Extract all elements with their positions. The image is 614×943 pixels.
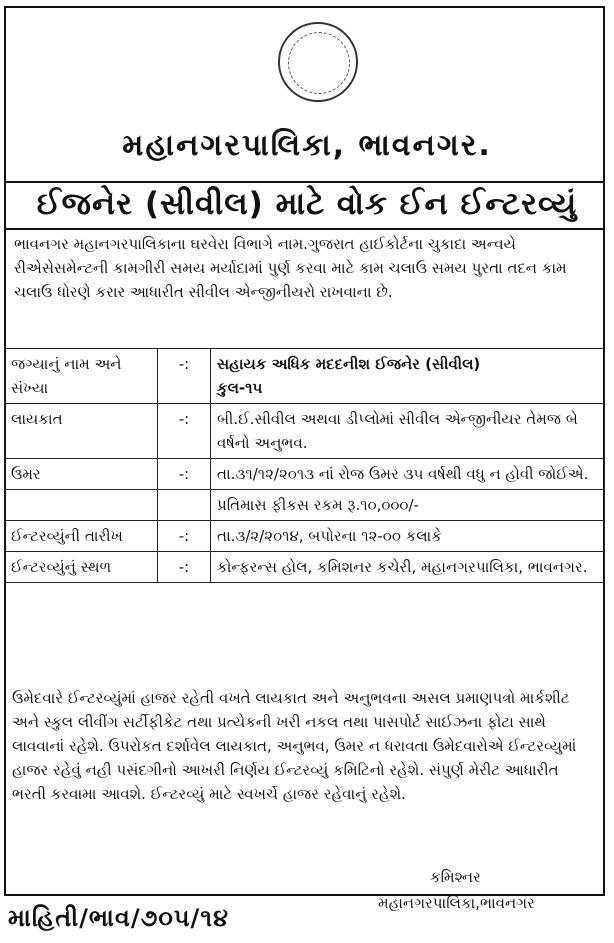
row-value: તા.૩૧/૧૨/૨૦૧૩ નાં રોજ ઉમર ૩૫ વર્ષથી વધુ ન હોવી જોઈએ. — [211, 459, 605, 490]
row-separator: -: — [158, 552, 211, 583]
table-row — [5, 552, 605, 583]
details-table — [4, 348, 605, 583]
row-value: કોન્ફરન્સ હોલ, કમિશનર કચેરી, મહાનગરપાલિકા, ભાવનગર. — [211, 552, 605, 583]
signatory-title: કમિશ્નર — [430, 868, 481, 886]
row-value: બી.ઈ.સીવીલ અથવા ડીપ્લોમાં સીવીલ એન્જીનીયર તેમજ બે વર્ષનો અનુભવ. — [211, 404, 605, 459]
intro-paragraph: ભાવનગર મહાનગરપાલિકાના ઘરવેરા વિભાગે નામ.ગુજરાત હાઈકોર્ટના ચુકાદા અન્વયે રીએસેસમેન્ટની કામગીરી સમય મર્યાદામાં પુર્ણ કરવા માટે કામ ચલાઉ સમય પુરતા તદન કામ ચલાઉ ધોરણે કરાર આધારીત સીવીલ એન્જીનીયરો રાખવાના છે. — [14, 235, 567, 301]
signatory-organization: મહાનગરપાલિકા,ભાવનગર — [378, 894, 535, 912]
divider — [4, 228, 605, 230]
table-row — [5, 404, 605, 459]
reference-number: માહિતી/ભાવ/૭૦૫/૧૪ — [8, 904, 229, 932]
row-separator: -: — [158, 521, 211, 552]
row-label: જગ્યાનું નામ અને સંખ્યા — [5, 349, 158, 404]
instructions-paragraph: ઉમેદવારે ઈન્ટરવ્યુંમાં હાજર રહેતી વખતે લાયકાત અને અનુભવના અસલ પ્રમાણપત્રો માર્કશીટ અને સ્કુલ લીવીંગ સર્ટીફીકેટ તથા પ્રત્યેકની ખરી નકલ તથા પાસપોર્ટ સાઈઝના ફોટા સાથે લાવવાનાં રહેશે. ઉપરોકત દર્શાવેલ લાયકાત, અનુભવ, ઉમર ન ધરાવતા ઉમેદવારોએ ઈન્ટરવ્યુમાં હાજર રહેવું નહી પસંદગીનો આખરી નિર્ણય ઈન્ટરવ્યું કમિટિનો રહેશે. સંપુર્ણ મેરીટ આધારીત ભરતી કરવામા આવશે. ઈન્ટરવ્યું માટે સ્વખર્ચે હાજર રહેવાનું રહેશે. — [12, 689, 577, 803]
row-value: પ્રતિમાસ ફીકસ રકમ રૂ.૧૦,૦૦૦/- — [211, 490, 605, 521]
table-row — [5, 459, 605, 490]
row-value: તા.૩/૨/૨૦૧૪, બપોરના ૧૨-૦૦ કલાકે — [211, 521, 605, 552]
signature-block — [378, 866, 535, 912]
post-count: કુલ-૧૫ — [217, 379, 263, 397]
advertisement-headline: ઈજનેર (સીવીલ) માટે વોક ઈન ઈન્ટરવ્યું — [36, 186, 578, 222]
municipal-seal-emblem — [278, 22, 358, 102]
row-separator — [158, 490, 211, 521]
row-value — [211, 349, 605, 404]
organization-title: મહાનગરપાલિકા, ભાવનગર. — [122, 128, 492, 163]
row-separator: -: — [158, 349, 211, 404]
row-separator: -: — [158, 404, 211, 459]
row-label: ઈન્ટરવ્યુંનું સ્થળ — [5, 552, 158, 583]
row-label: લાયકાત — [5, 404, 158, 459]
divider — [4, 181, 605, 183]
row-label — [5, 490, 158, 521]
row-separator: -: — [158, 459, 211, 490]
table-row — [5, 349, 605, 404]
post-name: સહાયક અધિક મદદનીશ ઈજનેર (સીવીલ) — [217, 355, 481, 373]
row-label: ઈન્ટરવ્યુંની તારીખ — [5, 521, 158, 552]
table-row — [5, 521, 605, 552]
row-label: ઉમર — [5, 459, 158, 490]
table-row — [5, 490, 605, 521]
